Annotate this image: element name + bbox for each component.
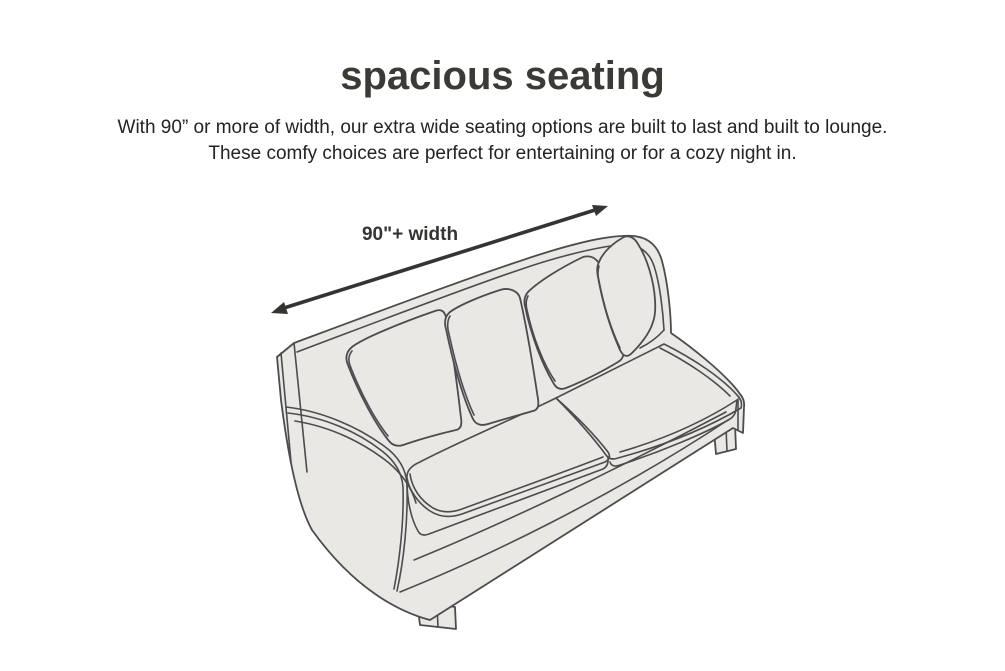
dimension-label: 90"+ width xyxy=(361,224,459,245)
sofa-drawing xyxy=(277,236,744,629)
page-title: spacious seating xyxy=(340,54,665,98)
description-line-1: With 90” or more of width, our extra wide seating options are built to last and built to lounge. xyxy=(117,117,888,138)
description-line-2: These comfy choices are perfect for entertaining or for a cozy night in. xyxy=(208,143,797,164)
